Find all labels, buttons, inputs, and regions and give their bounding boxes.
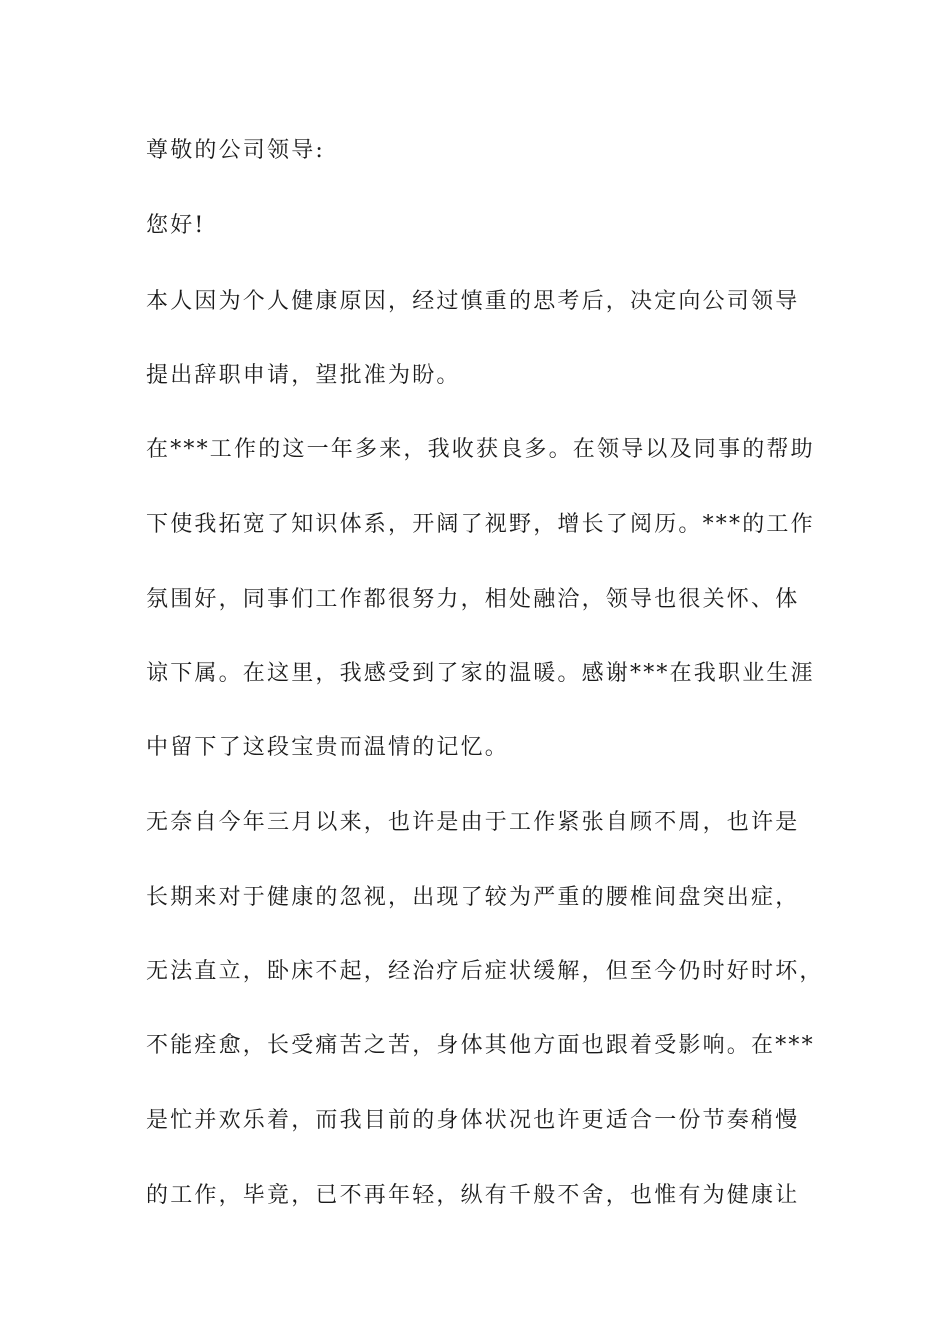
paragraph-line: 不能痊愈，长受痛苦之苦，身体其他方面也跟着受影响。在*** [146, 1033, 815, 1058]
paragraph-line: 氛围好，同事们工作都很努力，相处融洽，领导也很关怀、体 [146, 587, 800, 612]
paragraph-line: 中留下了这段宝贵而温情的记忆。 [146, 735, 510, 760]
paragraph-line: 谅下属。在这里，我感受到了家的温暖。感谢***在我职业生涯 [146, 661, 815, 686]
paragraph-line: 无法直立，卧床不起，经治疗后症状缓解，但至今仍时好时坏， [146, 959, 824, 984]
paragraph-line: 本人因为个人健康原因，经过慎重的思考后，决定向公司领导 [146, 289, 800, 314]
paragraph-line: 长期来对于健康的忽视，出现了较为严重的腰椎间盘突出症， [146, 885, 800, 910]
paragraph-line: 是忙并欢乐着，而我目前的身体状况也许更适合一份节奏稍慢 [146, 1108, 800, 1133]
paragraph-line: 提出辞职申请，望批准为盼。 [146, 363, 461, 388]
paragraph-line: 无奈自今年三月以来，也许是由于工作紧张自顾不周，也许是 [146, 810, 800, 835]
paragraph-line: 的工作，毕竟，已不再年轻，纵有千般不舍，也惟有为健康让 [146, 1183, 800, 1208]
salutation: 尊敬的公司领导: [146, 138, 326, 163]
greeting: 您好! [146, 213, 206, 238]
paragraph-line: 在***工作的这一年多来，我收获良多。在领导以及同事的帮助 [146, 437, 815, 462]
paragraph-line: 下使我拓宽了知识体系，开阔了视野，增长了阅历。***的工作 [146, 512, 815, 537]
